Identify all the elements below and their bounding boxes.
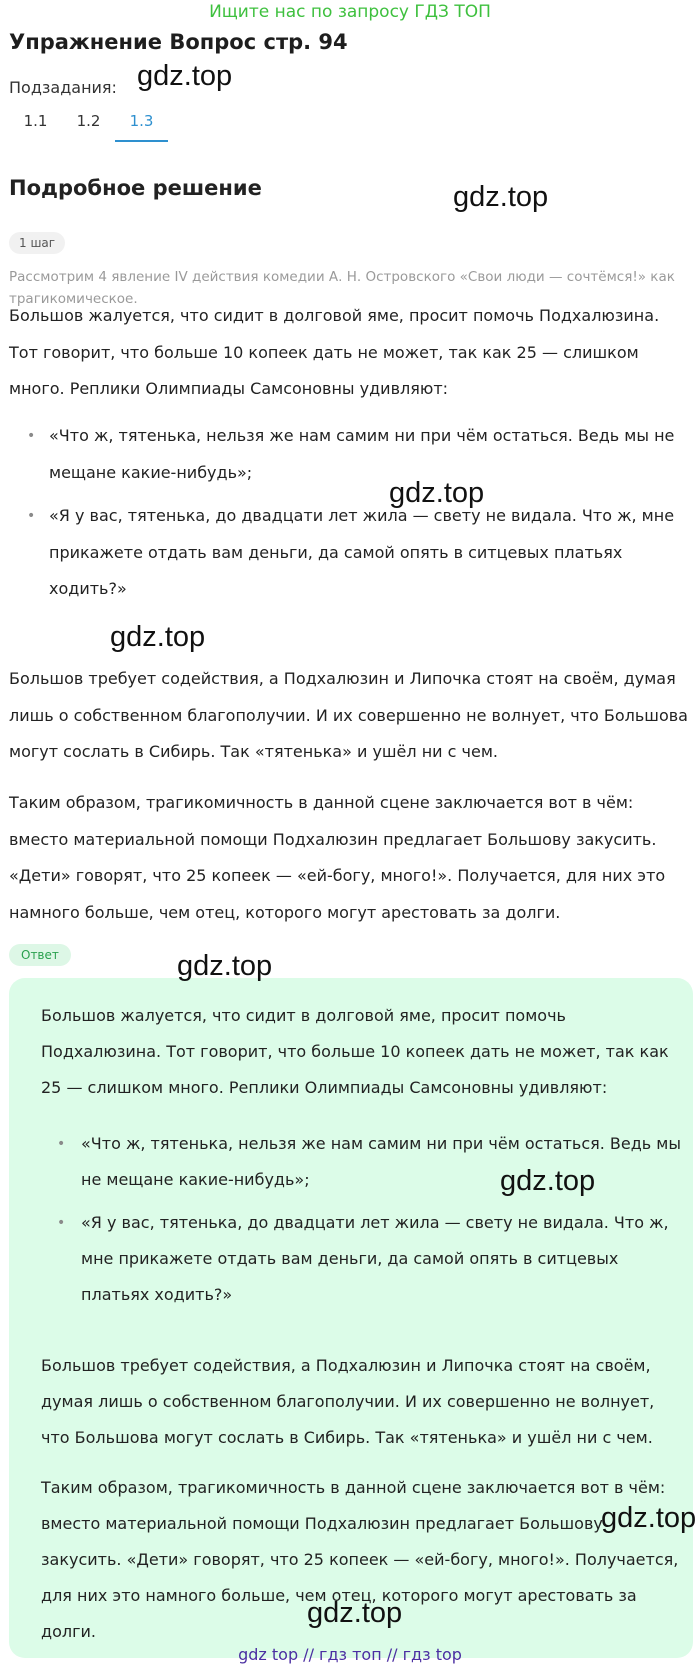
list-item: • «Я у вас, тятенька, до двадцати лет жила — свету не видала. Что ж, мне прикажете отдать вам деньги, да самой опять в ситцевых платьях ходить?» (9, 498, 693, 608)
watermark: gdz.top (307, 1597, 403, 1629)
solution-paragraph-2: Большов требует содействия, а Подхалюзин и Липочка стоят на своём, думая лишь о собственном благополучии. И их совершенно не волнует, что Большова могут сослать в Сибирь. Так «тятенька» и ушёл ни с чем. (9, 669, 688, 761)
step-badge: 1 шаг (9, 232, 65, 254)
watermark: gdz.top (500, 1165, 596, 1197)
solution-quote-list (9, 418, 693, 615)
tab-1-1[interactable]: 1.1 (23, 112, 48, 130)
page-title: Упражнение Вопрос стр. 94 (9, 30, 348, 54)
promo-banner[interactable]: Ищите нас по запросу ГДЗ ТОП (209, 2, 491, 22)
watermark: gdz.top (601, 1502, 697, 1534)
solution-paragraph-1: Большов жалуется, что сидит в долговой яме, просит помочь Подхалюзина. Тот говорит, что больше 10 копеек дать не может, так как 25 — слишком много. Реплики Олимпиады Самсоновны удивляют: (9, 306, 660, 398)
answer-badge: Ответ (9, 944, 71, 966)
answer-paragraph-3: Таким образом, трагикомичность в данной сцене заключается вот в чём: вместо материальной помощи Подхалюзин предлагает Большову закусить. «Дети» говорят, что 25 копеек — «ей-богу, много!». Получается, для них это намного больше, чем отец, которого могут арестовать за долги. (41, 1478, 679, 1641)
watermark: gdz.top (453, 181, 549, 213)
watermark: gdz.top (137, 60, 233, 92)
answer-paragraph-1: Большов жалуется, что сидит в долговой яме, просит помочь Подхалюзина. Тот говорит, что больше 10 копеек дать не может, так как 25 — слишком много. Реплики Олимпиады Самсоновны удивляют: (41, 1006, 669, 1097)
watermark: gdz.top (110, 621, 206, 653)
subtasks-label: Подзадания: (9, 78, 117, 97)
tab-1-3[interactable]: 1.3 (115, 106, 168, 142)
answer-quote-list (41, 1126, 681, 1320)
list-item: • «Что ж, тятенька, нельзя же нам самим ни при чём остаться. Ведь мы не мещане какие-нибудь»; (41, 1126, 681, 1198)
list-item: • «Что ж, тятенька, нельзя же нам самим ни при чём остаться. Ведь мы не мещане какие-нибудь»; (9, 418, 693, 491)
subtask-tabs (9, 106, 168, 142)
solution-paragraph-3: Таким образом, трагикомичность в данной сцене заключается вот в чём: вместо материальной помощи Подхалюзин предлагает Большову закусить. «Дети» говорят, что 25 копеек — «ей-богу, много!». Получается, для них это намного больше, чем отец, которого могут арестовать за долги. (9, 793, 666, 922)
solution-title: Подробное решение (9, 176, 262, 200)
watermark: gdz.top (177, 950, 273, 982)
tab-1-2[interactable]: 1.2 (76, 112, 101, 130)
source-note: Рассмотрим 4 явление IV действия комедии А. Н. Островского «Свои люди — сочтёмся!» как трагикомическое. (9, 269, 675, 307)
watermark: gdz.top (389, 477, 485, 509)
answer-box (9, 978, 693, 1658)
list-item: • «Я у вас, тятенька, до двадцати лет жила — свету не видала. Что ж, мне прикажете отдать вам деньги, да самой опять в ситцевых платьях ходить?» (41, 1205, 681, 1313)
footer-links[interactable]: gdz top // гдз топ // гдз top (238, 1645, 462, 1664)
answer-paragraph-2: Большов требует содействия, а Подхалюзин и Липочка стоят на своём, думая лишь о собственном благополучии. И их совершенно не волнует, что Большова могут сослать в Сибирь. Так «тятенька» и ушёл ни с чем. (41, 1356, 655, 1447)
